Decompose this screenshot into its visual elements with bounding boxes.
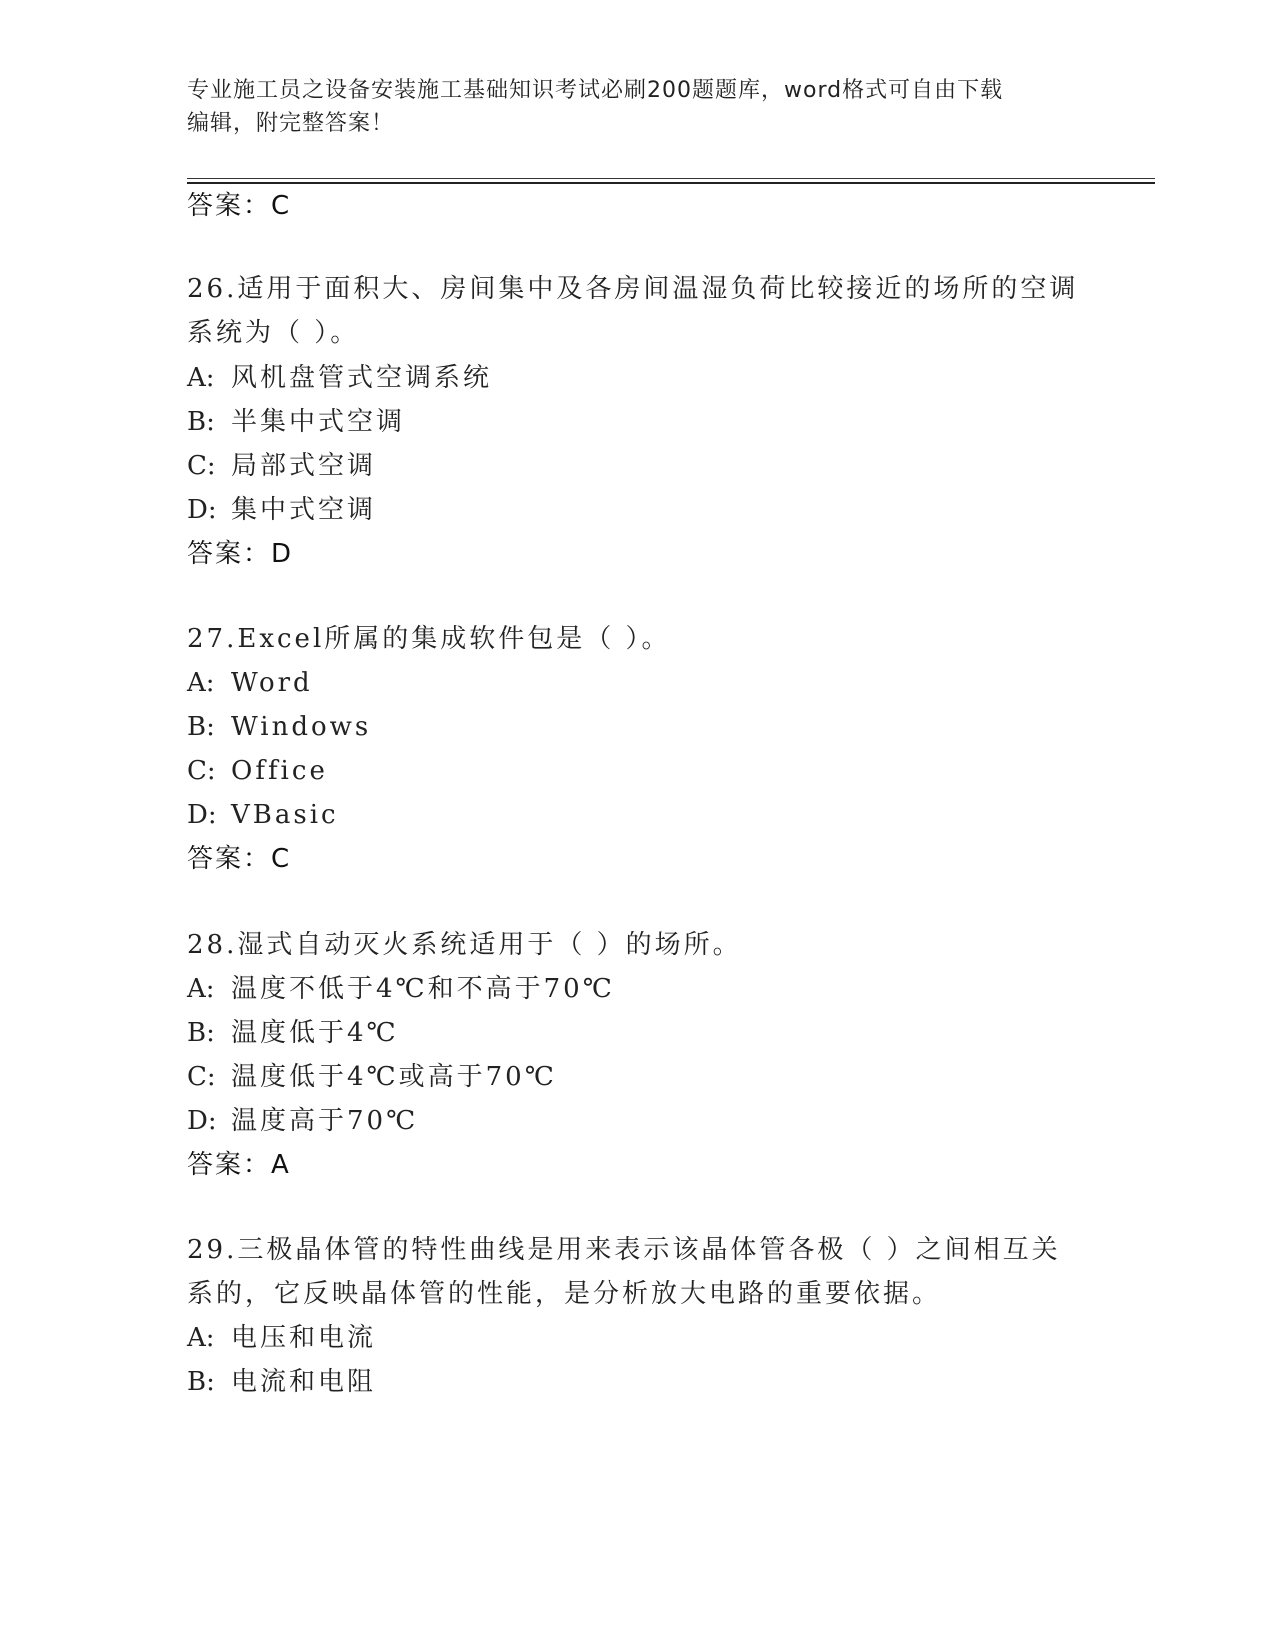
question-27-answer: 答案：C [187, 844, 292, 874]
option-text: 温度不低于4℃和不高于70℃ [231, 974, 615, 1004]
option-letter: A: [187, 668, 215, 698]
question-28-option-b [187, 1016, 399, 1050]
option-text: 半集中式空调 [231, 407, 406, 437]
question-26-stem-line1: 26.适用于面积大、房间集中及各房间温湿负荷比较接近的场所的空调 [187, 274, 1079, 304]
question-28-stem-line1: 28.湿式自动灭火系统适用于（ ）的场所。 [187, 930, 742, 960]
question-27-stem-line1: 27.Excel所属的集成软件包是（ ）。 [187, 624, 671, 654]
option-text: 风机盘管式空调系统 [231, 363, 493, 393]
question-29-stem-line2: 系的，它反映晶体管的性能，是分析放大电路的重要依据。 [187, 1279, 942, 1309]
question-29-stem-line1: 29.三极晶体管的特性曲线是用来表示该晶体管各极（ ）之间相互关 [187, 1235, 1061, 1265]
option-letter: B: [187, 1367, 215, 1397]
option-letter: D: [187, 800, 217, 830]
question-26-stem-line2: 系统为（ ）。 [187, 318, 360, 348]
question-28-option-d [187, 1104, 418, 1138]
question-29-option-b [187, 1365, 376, 1399]
question-26-option-c [187, 449, 376, 483]
option-letter: C: [187, 451, 216, 481]
question-26-option-a [187, 361, 492, 395]
option-text: 局部式空调 [231, 451, 377, 481]
option-text: 温度低于4℃ [231, 1018, 399, 1048]
option-letter: A: [187, 974, 215, 1004]
option-text: 集中式空调 [231, 495, 377, 525]
question-27-option-d [187, 798, 339, 832]
question-26-option-b [187, 405, 405, 439]
option-letter: C: [187, 756, 216, 786]
option-letter: B: [187, 407, 215, 437]
option-text: 电压和电流 [231, 1323, 377, 1353]
header-divider-thin [187, 178, 1155, 179]
question-28-answer: 答案：A [187, 1150, 291, 1180]
question-26-answer: 答案：D [187, 539, 294, 569]
question-27-option-a [187, 666, 313, 700]
header-title-line2: 编辑，附完整答案！ [187, 111, 395, 136]
option-letter: A: [187, 1323, 215, 1353]
option-letter: A: [187, 363, 215, 393]
question-29-option-a [187, 1321, 376, 1355]
option-text: Windows [231, 712, 372, 742]
option-text: VBasic [231, 800, 339, 830]
header-divider-thick [187, 182, 1155, 184]
question-27-option-b [187, 710, 371, 744]
question-28-option-a [187, 972, 615, 1006]
option-letter: D: [187, 495, 217, 525]
option-letter: B: [187, 712, 215, 742]
question-27-option-c [187, 754, 328, 788]
option-letter: C: [187, 1062, 216, 1092]
option-text: 温度低于4℃或高于70℃ [231, 1062, 557, 1092]
option-text: 电流和电阻 [231, 1367, 377, 1397]
question-28-option-c [187, 1060, 557, 1094]
document-header [187, 74, 1087, 140]
header-title-line1: 专业施工员之设备安装施工基础知识考试必刷200题题库，word格式可自由下载 [187, 78, 1004, 103]
question-26-option-d [187, 493, 376, 527]
option-letter: D: [187, 1106, 217, 1136]
option-text: Word [231, 668, 313, 698]
option-text: 温度高于70℃ [231, 1106, 419, 1136]
option-letter: B: [187, 1018, 215, 1048]
previous-answer: 答案：C [187, 191, 292, 221]
option-text: Office [231, 756, 328, 786]
